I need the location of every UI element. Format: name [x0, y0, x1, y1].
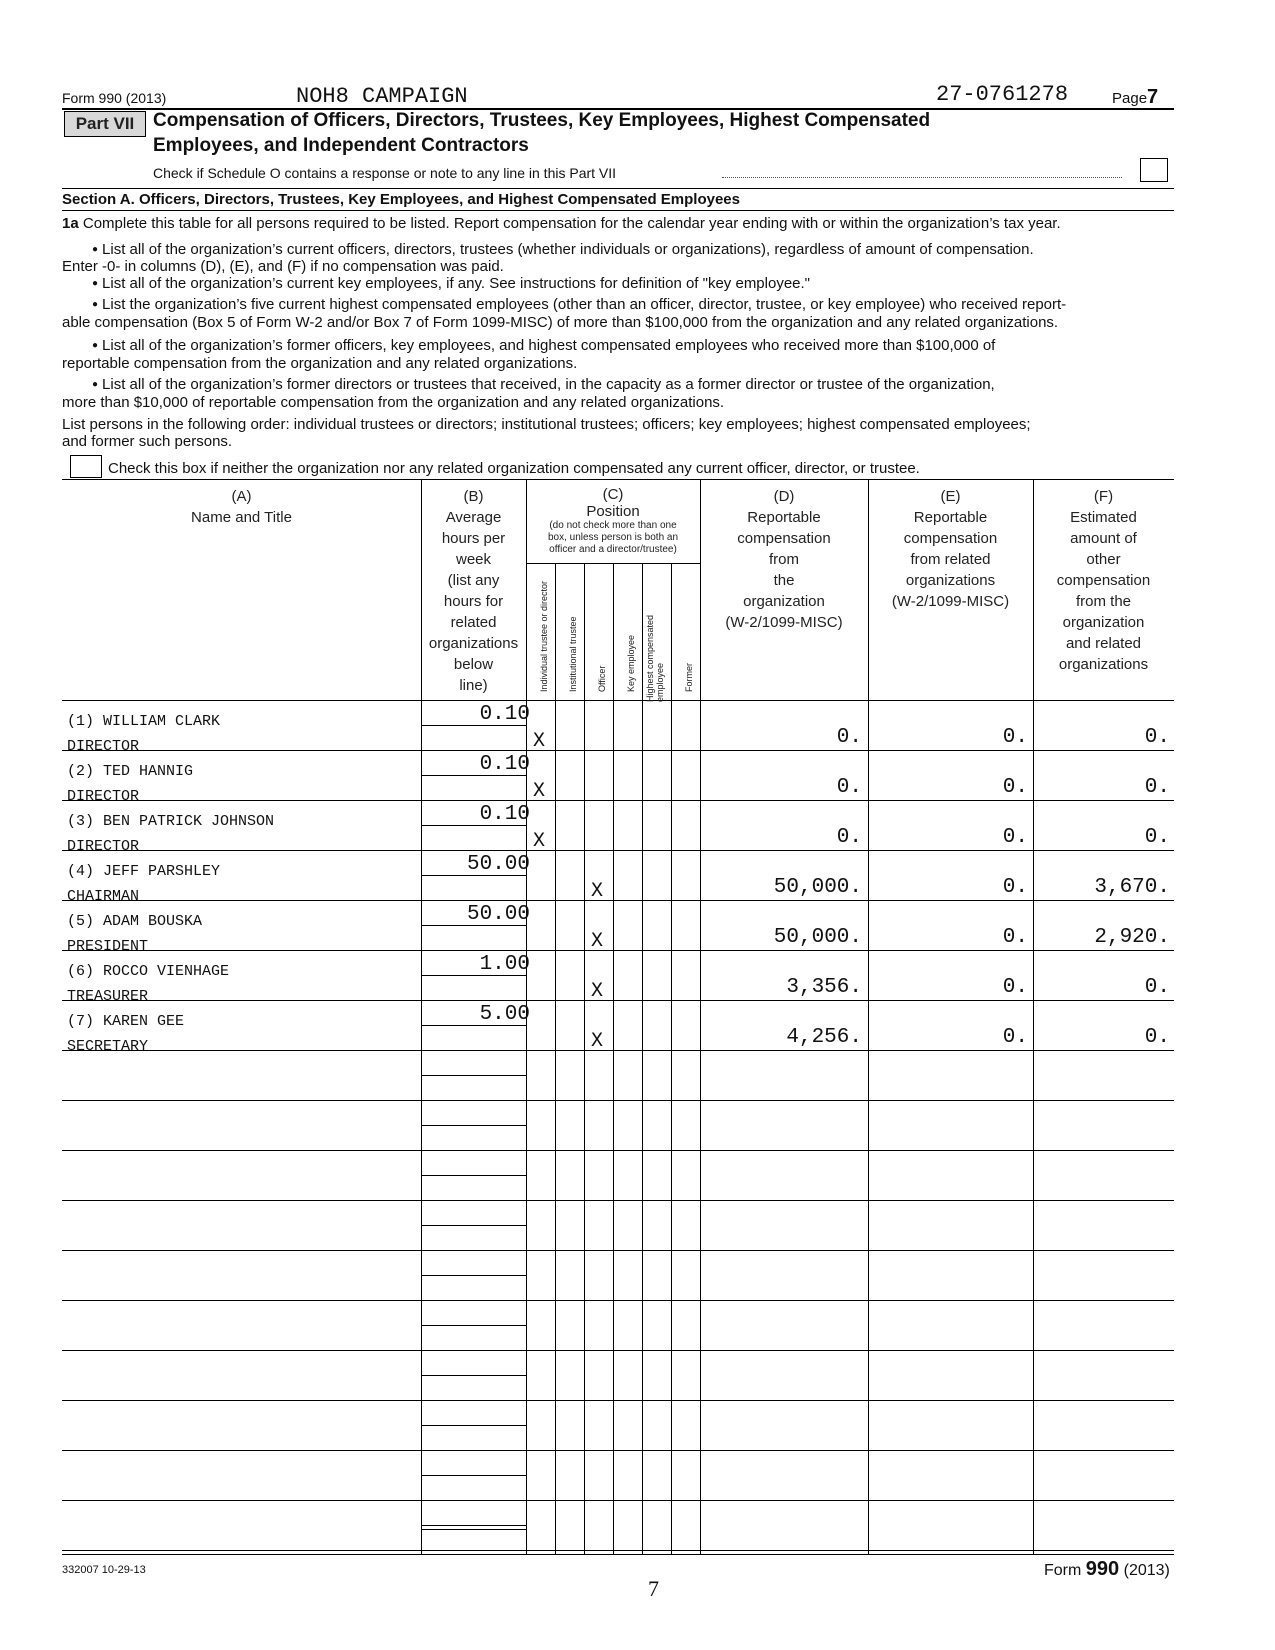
- line-1a-number: 1a: [62, 215, 79, 232]
- form-label: Form 990 (2013): [62, 90, 167, 106]
- part-title-line1: Compensation of Officers, Directors, Trustees, Key Employees, Highest Compensated: [153, 110, 931, 131]
- col-c-note: officer and a director/trustee): [549, 544, 677, 555]
- col-divider-c4: [642, 563, 643, 1554]
- person-name: (6) ROCCO VIENHAGE: [67, 963, 230, 980]
- hours-subline: [421, 1225, 526, 1226]
- hours-subline: [421, 1375, 526, 1376]
- col-a-label: Name and Title: [191, 509, 292, 526]
- page-number: 7: [1147, 86, 1159, 108]
- reportable-comp-related: 0.: [1002, 726, 1028, 749]
- average-hours: 0.10: [479, 753, 530, 776]
- reportable-comp-related: 0.: [1002, 876, 1028, 899]
- col-b-line: line): [459, 677, 488, 694]
- order-line-2: and former such persons.: [62, 433, 233, 450]
- row-separator: [62, 1300, 1174, 1301]
- row-separator: [62, 1500, 1174, 1501]
- row-separator: [62, 1100, 1174, 1101]
- col-d-letter: (D): [773, 488, 795, 505]
- instruction-bullet-4: ● List all of the organization’s former officers, key employees, and highest compensated employees who received more than $100,000 of: [92, 337, 995, 354]
- col-divider-c5: [671, 563, 672, 1554]
- reportable-comp-org: 0.: [836, 726, 862, 749]
- col-e-line: compensation: [903, 530, 998, 547]
- position-officer: Officer: [597, 665, 607, 692]
- reportable-comp-related: 0.: [1002, 976, 1028, 999]
- col-e-line: Reportable: [913, 509, 988, 526]
- table-bottom-rule: [62, 1554, 1174, 1555]
- col-b-line: week: [455, 551, 492, 568]
- instruction-line-9: more than $10,000 of reportable compensation from the organization and any related organizations.: [62, 394, 725, 411]
- other-comp: 0.: [1144, 776, 1170, 799]
- hours-subline: [421, 1475, 526, 1476]
- person-title: DIRECTOR: [67, 788, 140, 805]
- col-e-line: (W-2/1099-MISC): [891, 593, 1010, 610]
- col-f-letter: (F): [1093, 488, 1114, 505]
- col-c-note: (do not check more than one: [549, 520, 677, 531]
- position-individual-trustee: Individual trustee or director: [539, 580, 549, 692]
- col-f-line: and related: [1065, 635, 1142, 652]
- schedule-o-label: Check if Schedule O contains a response or note to any line in this Part VII: [153, 165, 617, 181]
- col-b-line: hours per: [441, 530, 506, 547]
- row-separator: [62, 1000, 1174, 1001]
- average-hours: 1.00: [479, 953, 530, 976]
- row-separator: [62, 1250, 1174, 1251]
- col-f-line: amount of: [1070, 530, 1137, 547]
- reportable-comp-org: 0.: [836, 826, 862, 849]
- row-separator: [62, 1200, 1174, 1201]
- col-d-line: the: [773, 572, 795, 589]
- line-1a-text: Complete this table for all persons required to be listed. Report compensation for the calendar year ending with or within the organization’s tax year.: [82, 215, 1061, 232]
- hours-subline: [421, 1125, 526, 1126]
- part-rule: [62, 188, 1174, 189]
- line-1a: [62, 215, 1061, 232]
- row-separator: [62, 1050, 1174, 1051]
- col-divider-c1: [555, 563, 556, 1554]
- col-divider-c3: [613, 563, 614, 1554]
- footer-code: 332007 10-29-13: [62, 1564, 146, 1576]
- hours-subline: [421, 1525, 526, 1526]
- section-a-rule: [62, 210, 1174, 211]
- col-f-line: organization: [1062, 614, 1145, 631]
- col-c-letter: (C): [602, 486, 624, 503]
- hours-subline: [421, 1175, 526, 1176]
- hours-subline: [421, 1275, 526, 1276]
- part-tag: Part VII: [64, 111, 146, 137]
- footer-form-label: [1044, 1558, 1170, 1581]
- other-comp: 3,670.: [1094, 876, 1170, 899]
- other-comp: 0.: [1144, 826, 1170, 849]
- row-separator: [62, 1400, 1174, 1401]
- hours-subline: [421, 1425, 526, 1426]
- no-compensation-checkbox[interactable]: [70, 455, 102, 478]
- col-f-line: compensation: [1056, 572, 1151, 589]
- average-hours: 0.10: [479, 803, 530, 826]
- part-title-line2: Employees, and Independent Contractors: [153, 135, 529, 156]
- row-separator: [62, 750, 1174, 751]
- col-e-letter: (E): [940, 488, 961, 505]
- person-name: (1) WILLIAM CLARK: [67, 713, 221, 730]
- col-f-header: [1033, 486, 1174, 675]
- other-comp: 2,920.: [1094, 926, 1170, 949]
- reportable-comp-related: 0.: [1002, 826, 1028, 849]
- col-c-note: box, unless person is both an: [547, 532, 679, 543]
- col-divider-d-e: [868, 479, 869, 1554]
- col-d-line: from: [769, 551, 799, 568]
- footer-page-number: 7: [648, 1576, 659, 1601]
- instruction-line-5: able compensation (Box 5 of Form W-2 and/or Box 7 of Form 1099-MISC) of more than $100,000 from the organization and any related organizations.: [62, 314, 1059, 331]
- col-d-line: (W-2/1099-MISC): [725, 614, 843, 631]
- section-a-heading: Section A. Officers, Directors, Trustees, Key Employees, and Highest Compensated Employees: [62, 191, 740, 208]
- row-separator: [62, 900, 1174, 901]
- average-hours: 0.10: [479, 703, 530, 726]
- page-label: Page: [1112, 90, 1148, 107]
- column-header-bottom-rule: [62, 700, 1174, 701]
- footer-form-year: (2013): [1123, 1562, 1170, 1579]
- col-d-line: organization: [743, 593, 825, 610]
- reportable-comp-org: 3,356.: [786, 976, 862, 999]
- table-top-rule: [62, 479, 1174, 480]
- col-a-letter: (A): [231, 488, 252, 505]
- instruction-line-2: Enter -0- in columns (D), (E), and (F) if no compensation was paid.: [62, 258, 504, 275]
- row-separator: [62, 1550, 1174, 1551]
- position-check: X: [591, 980, 604, 1003]
- person-name: (4) JEFF PARSHLEY: [67, 863, 221, 880]
- hours-subline: [421, 1529, 526, 1530]
- ein: 27-0761278: [936, 82, 1069, 107]
- reportable-comp-org: 0.: [836, 776, 862, 799]
- no-compensation-label: Check this box if neither the organization nor any related organization compensated any current officer, director, or trustee.: [108, 460, 920, 477]
- person-name: (7) KAREN GEE: [67, 1013, 185, 1030]
- col-f-line: from the: [1075, 593, 1132, 610]
- col-b-letter: (B): [463, 488, 484, 505]
- instruction-bullet-2: ● List all of the organization’s current key employees, if any. See instructions for definition of "key employee.": [92, 275, 810, 292]
- position-highest-compensated: Highest compensated employee: [645, 614, 665, 702]
- page-indicator: [1112, 86, 1158, 109]
- row-separator: [62, 950, 1174, 951]
- other-comp: 0.: [1144, 976, 1170, 999]
- col-b-line: (list any: [447, 572, 500, 589]
- col-c-label: Position: [586, 503, 640, 520]
- person-name: (2) TED HANNIG: [67, 763, 194, 780]
- position-check: X: [533, 730, 546, 753]
- row-separator: [62, 800, 1174, 801]
- person-name: (5) ADAM BOUSKA: [67, 913, 203, 930]
- average-hours: 5.00: [479, 1003, 530, 1026]
- position-check: X: [591, 1030, 604, 1053]
- position-key-employee: Key employee: [626, 634, 636, 692]
- col-d-line: compensation: [737, 530, 831, 547]
- other-comp: 0.: [1144, 1026, 1170, 1049]
- row-separator: [62, 850, 1174, 851]
- reportable-comp-org: 50,000.: [773, 876, 862, 899]
- col-b-line: below: [453, 656, 494, 673]
- col-d-line: Reportable: [747, 509, 821, 526]
- col-f-line: other: [1086, 551, 1121, 568]
- reportable-comp-org: 50,000.: [773, 926, 862, 949]
- order-line-1: List persons in the following order: individual trustees or directors; institutional trustees; officers; key employees; highest compensated employees;: [62, 416, 1031, 433]
- col-b-line: Average: [445, 509, 502, 526]
- col-divider-c2: [584, 563, 585, 1554]
- position-check: X: [591, 880, 604, 903]
- col-e-line: organizations: [905, 572, 996, 589]
- col-divider-c-d: [700, 479, 701, 1554]
- row-separator: [62, 1450, 1174, 1451]
- person-name: (3) BEN PATRICK JOHNSON: [67, 813, 275, 830]
- position-note-rule: [526, 563, 700, 564]
- average-hours: 50.00: [466, 903, 530, 926]
- col-b-line: related: [450, 614, 497, 631]
- schedule-o-checkbox[interactable]: [1140, 158, 1168, 182]
- footer-form-number: 990: [1085, 1558, 1120, 1580]
- position-check: X: [533, 780, 546, 803]
- col-b-line: hours for: [443, 593, 504, 610]
- other-comp: 0.: [1144, 726, 1170, 749]
- reportable-comp-related: 0.: [1002, 926, 1028, 949]
- leader-dots: [722, 177, 1122, 178]
- col-b-line: organizations: [428, 635, 519, 652]
- col-f-line: Estimated: [1070, 509, 1137, 526]
- col-a-header: [62, 486, 421, 528]
- person-title: TREASURER: [67, 988, 149, 1005]
- col-c-header: [526, 486, 700, 556]
- person-title: PRESIDENT: [67, 938, 149, 955]
- instruction-bullet-1: ● List all of the organization’s current officers, directors, trustees (whether individuals or organizations), regardless of amount of compensation.: [92, 241, 1034, 258]
- row-separator: [62, 1150, 1174, 1151]
- person-title: CHAIRMAN: [67, 888, 140, 905]
- col-e-header: [868, 486, 1033, 612]
- organization-name: NOH8 CAMPAIGN: [296, 84, 468, 109]
- hours-subline: [421, 1325, 526, 1326]
- footer-form-prefix: Form: [1044, 1562, 1082, 1579]
- reportable-comp-related: 0.: [1002, 776, 1028, 799]
- col-f-line: organizations: [1058, 656, 1149, 673]
- average-hours: 50.00: [466, 853, 530, 876]
- position-former: Former: [684, 663, 694, 692]
- reportable-comp-org: 4,256.: [786, 1026, 862, 1049]
- reportable-comp-related: 0.: [1002, 1026, 1028, 1049]
- person-title: DIRECTOR: [67, 738, 140, 755]
- instruction-bullet-3: ● List the organization’s five current highest compensated employees (other than an officer, director, trustee, or key employee) who received report-: [92, 296, 1066, 313]
- instruction-bullet-5: ● List all of the organization’s former directors or trustees that received, in the capacity as a former director or trustee of the organization,: [92, 376, 995, 393]
- col-d-header: [700, 486, 868, 633]
- col-b-header: [421, 486, 526, 696]
- position-check: X: [533, 830, 546, 853]
- position-institutional-trustee: Institutional trustee: [568, 616, 578, 692]
- position-check: X: [591, 930, 604, 953]
- row-separator: [62, 1350, 1174, 1351]
- person-title: DIRECTOR: [67, 838, 140, 855]
- col-e-line: from related: [910, 551, 991, 568]
- hours-subline: [421, 1075, 526, 1076]
- person-title: SECRETARY: [67, 1038, 149, 1055]
- instruction-line-7: reportable compensation from the organization and any related organizations.: [62, 355, 578, 372]
